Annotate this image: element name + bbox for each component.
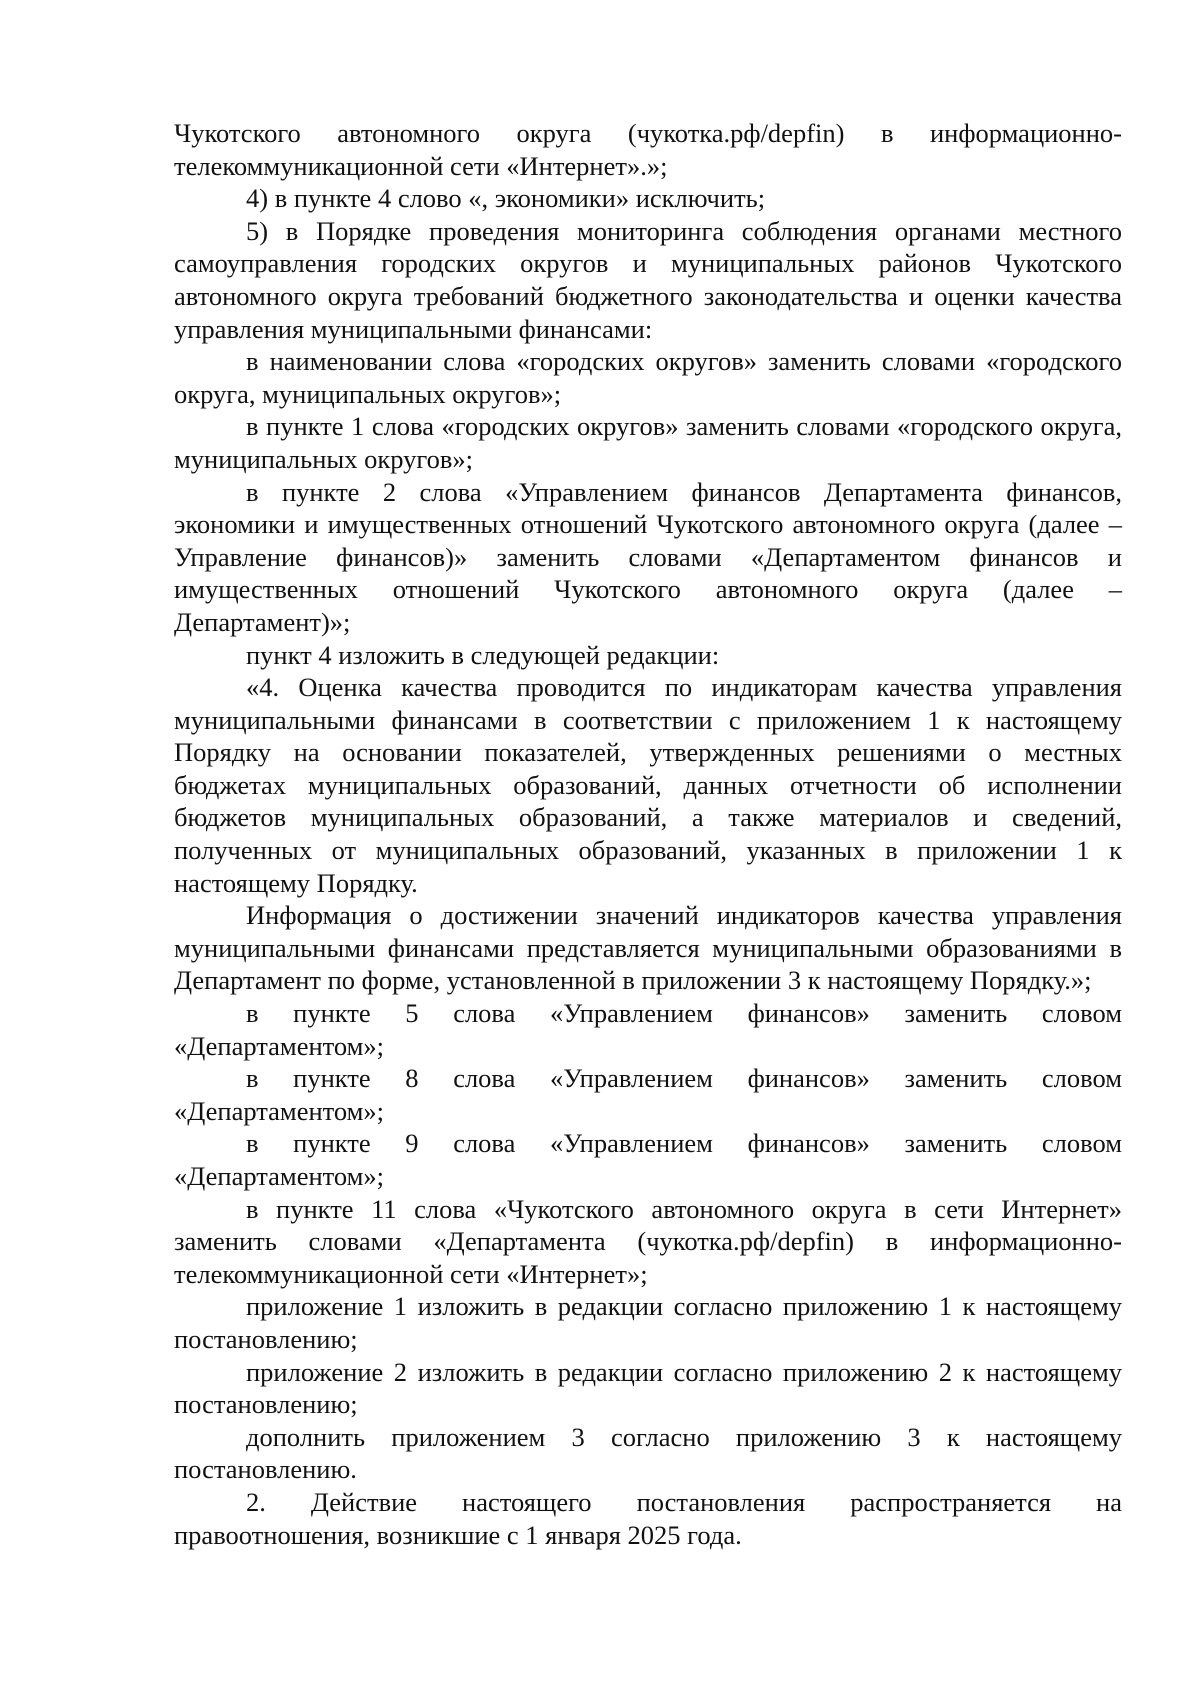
document-body	[174, 117, 1122, 1551]
paragraph-item-5: 5) в Порядке проведения мониторинга соблюдения органами местного самоуправления городских округов и муниципальных районов Чукотского автономного округа требований бюджетного законодательства и оценки качества управления муниципальными финансами:	[174, 215, 1122, 344]
paragraph-point-11-change: в пункте 11 слова «Чукотского автономного округа в сети Интернет» заменить словами «Департамента (чукотка.рф/depfin) в информационно-телекоммуникационной сети «Интернет»;	[174, 1193, 1122, 1289]
paragraph-continuation: Чукотского автономного округа (чукотка.рф/depfin) в информационно-телекоммуникационной сети «Интернет».»;	[174, 118, 1122, 181]
paragraph-item-4: 4) в пункте 4 слово «, экономики» исключить;	[246, 183, 766, 214]
paragraph-appendix-1: приложение 1 изложить в редакции согласно приложению 1 к настоящему постановлению;	[174, 1291, 1122, 1354]
paragraph-title-change: в наименовании слова «городских округов» заменить словами «городского округа, муниципальных округов»;	[174, 346, 1122, 409]
paragraph-effective-date: 2. Действие настоящего постановления распространяется на правоотношения, возникшие с 1 января 2025 года.	[174, 1486, 1122, 1550]
paragraph-point-2-change: в пункте 2 слова «Управлением финансов Департамента финансов, экономики и имущественных отношений Чукотского автономного округа (далее – Управление финансов)» заменить словами «Департаментом финансов и имущественных отношений Чукотского автономного округа (далее – Департамент)»;	[174, 476, 1122, 637]
paragraph-point-9-change: в пункте 9 слова «Управлением финансов» заменить словом «Департаментом»;	[174, 1128, 1122, 1191]
paragraph-point-4-intro: пункт 4 изложить в следующей редакции:	[246, 639, 720, 670]
paragraph-point-5-change: в пункте 5 слова «Управлением финансов» заменить словом «Департаментом»;	[174, 998, 1122, 1061]
paragraph-point-1-change: в пункте 1 слова «городских округов» заменить словами «городского округа, муниципальных округов»;	[174, 411, 1122, 474]
paragraph-appendix-2: приложение 2 изложить в редакции согласно приложению 2 к настоящему постановлению;	[174, 1356, 1122, 1420]
paragraph-point-8-change: в пункте 8 слова «Управлением финансов» заменить словом «Департаментом»;	[174, 1063, 1122, 1126]
paragraph-point-4-text: «4. Оценка качества проводится по индикаторам качества управления муниципальными финансами в соответствии с приложением 1 к настоящему Порядку на основании показателей, утвержденных решениями о местных бюджетах муниципальных образований, данных отчетности об исполнении бюджетов муниципальных образований, а также материалов и сведений, полученных от муниципальных образований, указанных в приложении 1 к настоящему Порядку.	[174, 672, 1122, 898]
paragraph-information: Информация о достижении значений индикаторов качества управления муниципальными финансами представляется муниципальными образованиями в Департамент по форме, установленной в приложении 3 к настоящему Порядку.»;	[174, 900, 1122, 996]
paragraph-appendix-3: дополнить приложением 3 согласно приложению 3 к настоящему постановлению.	[174, 1421, 1122, 1485]
